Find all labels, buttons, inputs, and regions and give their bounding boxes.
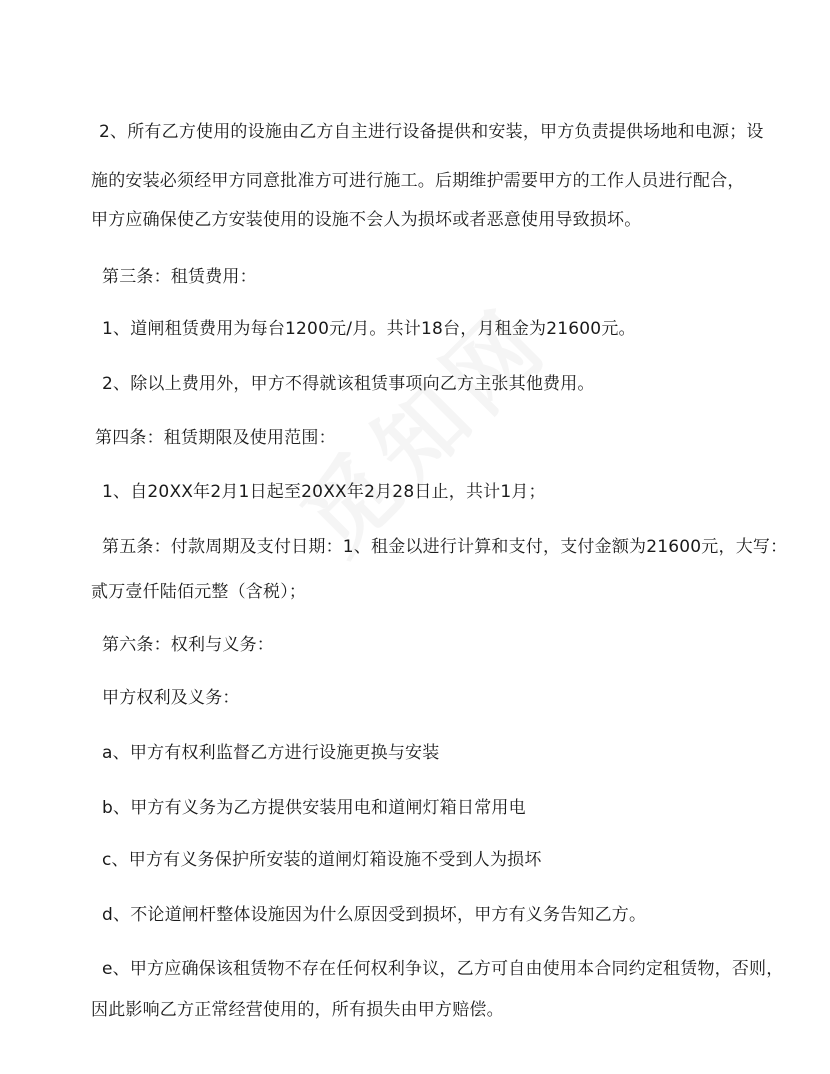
paragraph-line: 甲方应确保使乙方安装使用的设施不会人为损坏或者恶意使用导致损坏。 xyxy=(91,210,642,230)
paragraph-line: 2、除以上费用外，甲方不得就该租赁事项向乙方主张其他费用。 xyxy=(102,374,595,394)
section-heading: 第三条：租赁费用： xyxy=(102,267,257,287)
section-heading: 第六条：权利与义务： xyxy=(102,635,274,655)
list-item: b、甲方有义务为乙方提供安装用电和道闸灯箱日常用电 xyxy=(102,798,526,818)
list-item: a、甲方有权利监督乙方进行设施更换与安装 xyxy=(102,743,440,763)
paragraph-line: 因此影响乙方正常经营使用的，所有损失由甲方赔偿。 xyxy=(91,1000,504,1020)
list-item: d、不论道闸杆整体设施因为什么原因受到损坏，甲方有义务告知乙方。 xyxy=(102,905,647,925)
subsection-heading: 甲方权利及义务： xyxy=(102,688,240,708)
section-heading: 第五条：付款周期及支付日期：1、租金以进行计算和支付，支付金额为21600元，大写： xyxy=(102,537,788,557)
paragraph-line: 2、所有乙方使用的设施由乙方自主进行设备提供和安装，甲方负责提供场地和电源；设 xyxy=(99,122,764,142)
paragraph-line: 施的安装必须经甲方同意批准方可进行施工。后期维护需要甲方的工作人员进行配合， xyxy=(91,171,745,191)
section-heading: 第四条：租赁期限及使用范围： xyxy=(95,428,336,448)
paragraph-line: 1、自20XX年2月1日起至20XX年2月28日止，共计1月； xyxy=(102,482,546,502)
list-item: e、甲方应确保该租赁物不存在任何权利争议，乙方可自由使用本合同约定租赁物，否则， xyxy=(102,959,784,979)
paragraph-line: 1、道闸租赁费用为每台1200元/月。共计18台，月租金为21600元。 xyxy=(102,319,636,339)
list-item: c、甲方有义务保护所安装的道闸灯箱设施不受到人为损坏 xyxy=(102,850,542,870)
paragraph-line: 贰万壹仟陆佰元整（含税）； xyxy=(91,582,307,602)
